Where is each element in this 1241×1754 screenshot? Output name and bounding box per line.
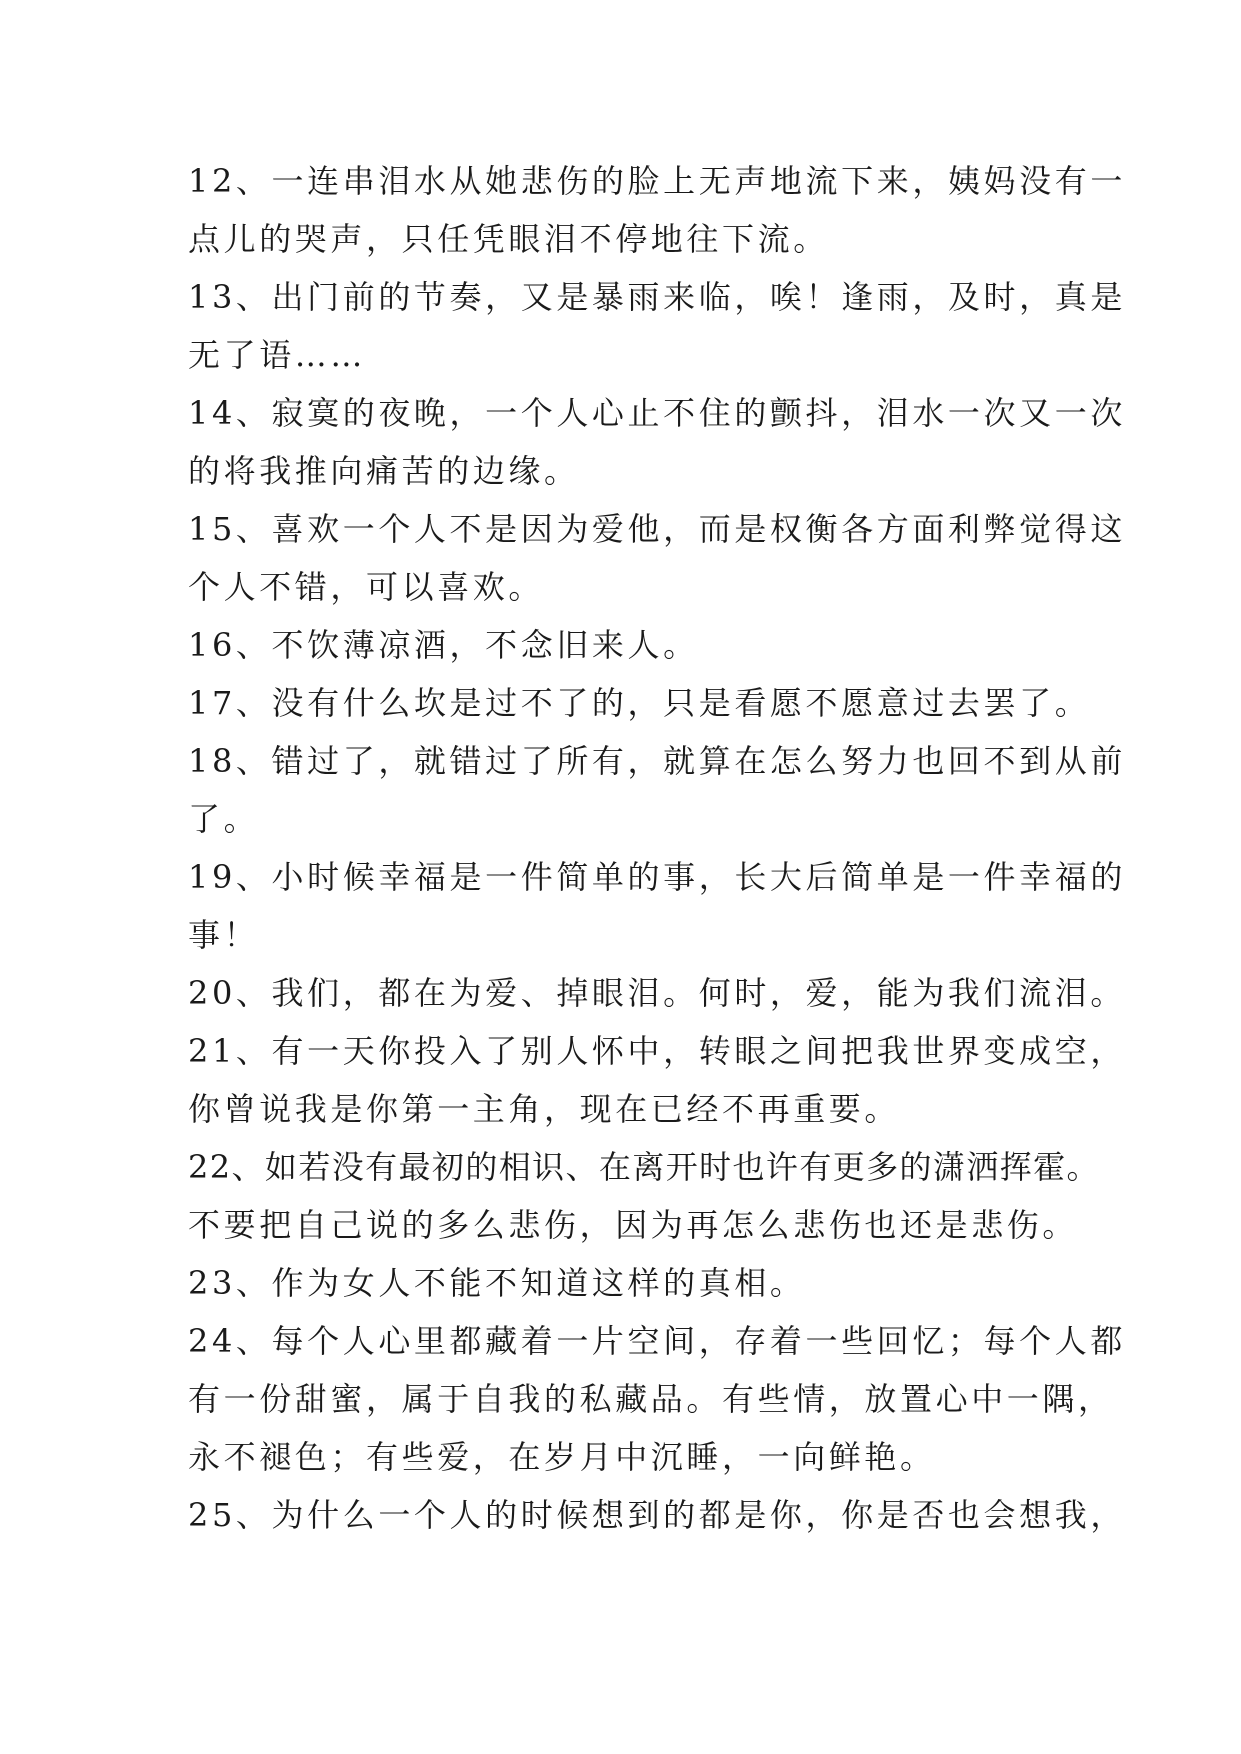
text-line-16: 16、不饮薄凉酒，不念旧来人。 [188,626,699,664]
text-line-15a: 15、喜欢一个人不是因为爱他，而是权衡各方面利弊觉得这 [188,510,1126,548]
text-line-18a: 18、错过了，就错过了所有，就算在怎么努力也回不到从前 [188,742,1126,780]
text-line-19a: 19、小时候幸福是一件简单的事，长大后简单是一件幸福的 [188,858,1126,896]
text-line-18b: 了。 [188,800,260,838]
text-line-23: 23、作为女人不能不知道这样的真相。 [188,1264,806,1302]
text-line-20: 20、我们，都在为爱、掉眼泪。何时，爱，能为我们流泪。 [188,974,1126,1012]
text-line-14a: 14、寂寞的夜晚，一个人心止不住的颤抖，泪水一次又一次 [188,394,1126,432]
text-line-12b: 点儿的哭声，只任凭眼泪不停地往下流。 [188,220,829,258]
text-line-22a: 22、如若没有最初的相识、在离开时也许有更多的潇洒挥霍。 [188,1148,1100,1186]
text-line-24a: 24、每个人心里都藏着一片空间，存着一些回忆；每个人都 [188,1322,1126,1360]
text-line-19b: 事！ [188,916,260,954]
text-line-14b: 的将我推向痛苦的边缘。 [188,452,580,490]
text-line-15b: 个人不错，可以喜欢。 [188,568,545,606]
text-line-24b: 有一份甜蜜，属于自我的私藏品。有些情，放置心中一隅， [188,1380,1114,1418]
text-line-17: 17、没有什么坎是过不了的，只是看愿不愿意过去罢了。 [188,684,1091,722]
document-body [188,152,1126,1544]
text-line-12a: 12、一连串泪水从她悲伤的脸上无声地流下来，姨妈没有一 [188,162,1126,200]
text-line-21b: 你曾说我是你第一主角，现在已经不再重要。 [188,1090,901,1128]
text-line-24c: 永不褪色；有些爱，在岁月中沉睡，一向鲜艳。 [188,1438,936,1476]
text-line-25a: 25、为什么一个人的时候想到的都是你，你是否也会想我， [188,1496,1126,1534]
text-line-21a: 21、有一天你投入了别人怀中，转眼之间把我世界变成空， [188,1032,1126,1070]
text-line-13a: 13、出门前的节奏，又是暴雨来临，唉！逢雨，及时，真是 [188,278,1126,316]
text-line-13b: 无了语…… [188,336,367,374]
text-line-22b: 不要把自己说的多么悲伤，因为再怎么悲伤也还是悲伤。 [188,1206,1079,1244]
